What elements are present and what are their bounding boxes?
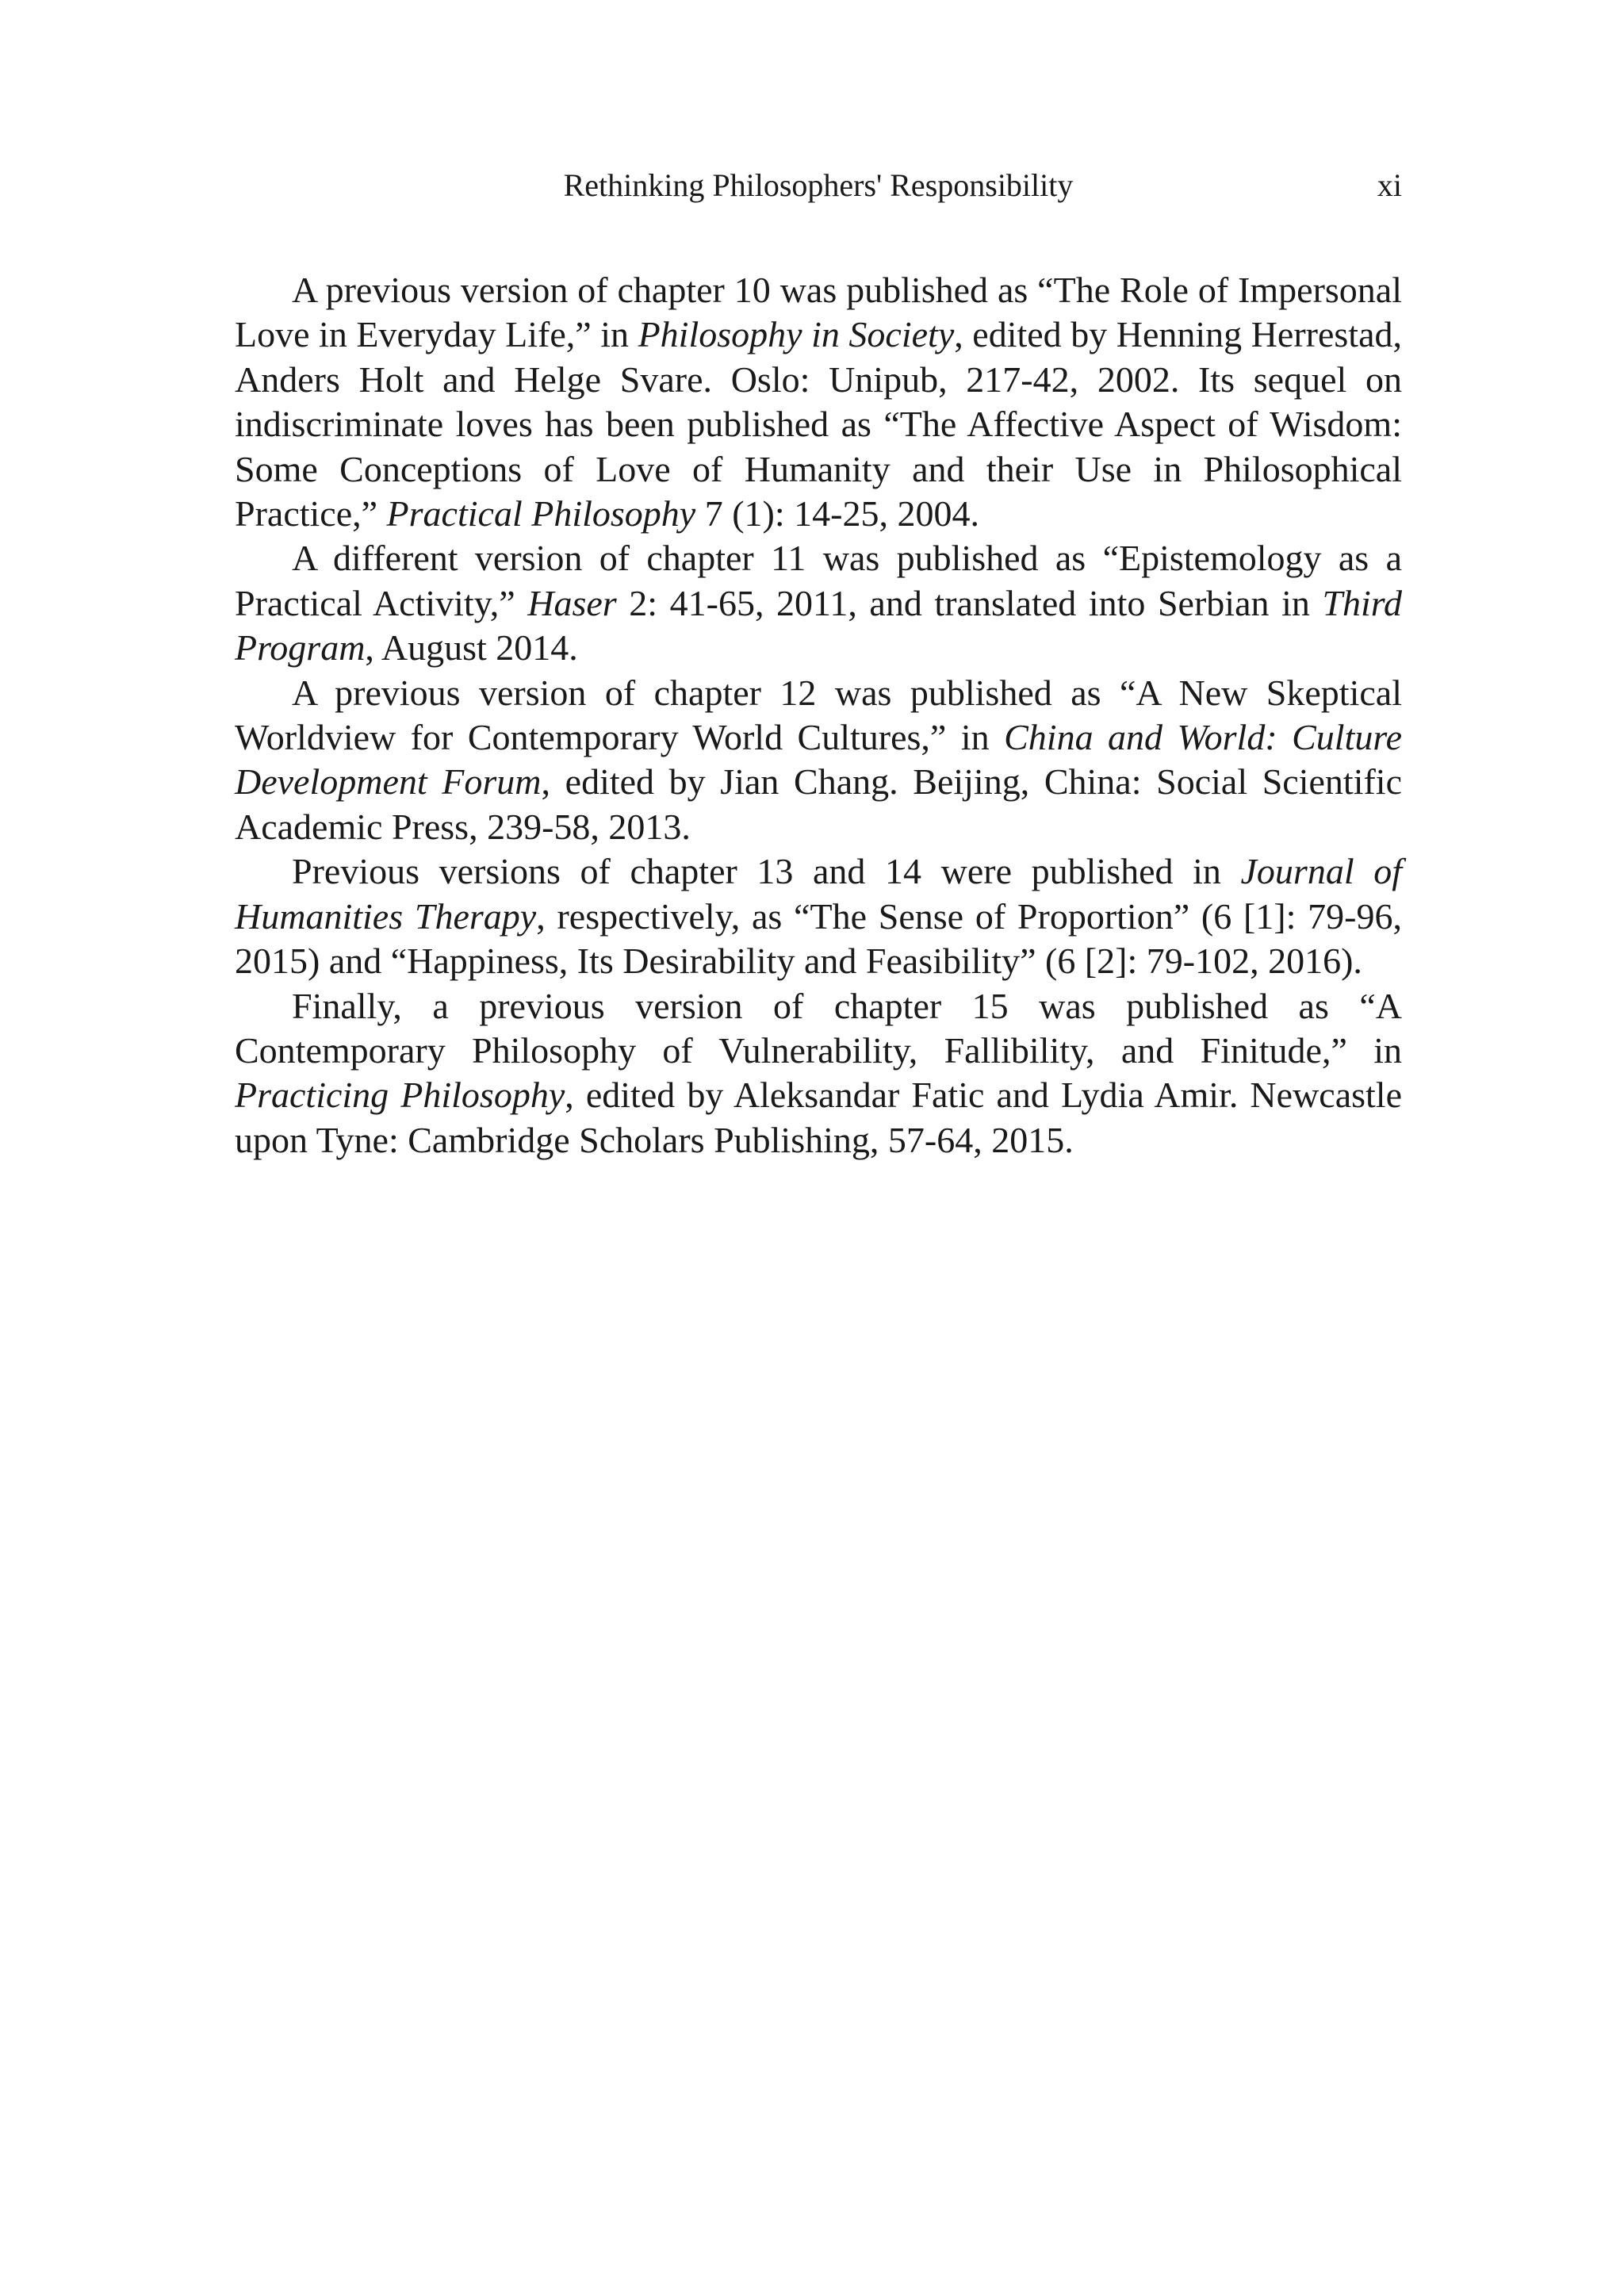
text-span: , edited by Aleksandar Fatic and Lydia Amir. Newcastle upon Tyne: Cambridge Scholars Publishing, 57-64, 2015. (235, 1075, 1403, 1160)
italic-title: Haser (527, 582, 617, 623)
text-span: A different version of chapter 11 was published as “Epistemology as a Practical Activity,” (235, 538, 1402, 623)
paragraph-chapter-10 (235, 268, 1402, 536)
body-text (235, 268, 1402, 1163)
italic-title: Philosophy in Society (638, 314, 955, 355)
running-head (235, 162, 1402, 209)
page-number: xi (1377, 167, 1402, 203)
italic-title: Practicing Philosophy (235, 1075, 565, 1116)
paragraph-chapter-11 (235, 536, 1402, 670)
text-span: Finally, a previous version of chapter 15 was published as “A Contemporary Philosophy of Vulnerability, Fallibility, and Finitude,” in (235, 985, 1402, 1071)
text-span: A previous version of chapter 12 was published as “A New Skeptical Worldview for Contemporary World Cultures,” in (235, 672, 1402, 758)
paragraph-chapter-13-14 (235, 849, 1402, 983)
italic-title: China and World: Culture Development Forum (235, 717, 1402, 803)
running-title: Rethinking Philosophers' Responsibility (563, 167, 1074, 203)
paragraph-chapter-12 (235, 671, 1402, 850)
text-span: , respectively, as “The Sense of Proportion” (6 [1]: 79-96, 2015) and “Happiness, Its Desirability and Feasibility” (6 [2]: 79-102, 2016). (235, 895, 1402, 982)
text-span: , edited by Henning Herrestad, Anders Holt and Helge Svare. Oslo: Unipub, 217-42, 2002. Its sequel on indiscriminate loves has been published as “The Affective Aspect of Wisdom: Some Conceptions of Love of Humanity and their Use in Philosophical Practice,” (235, 314, 1402, 534)
text-span: , August 2014. (365, 627, 578, 669)
italic-title: Journal of Humanities Therapy (235, 851, 1402, 937)
paragraph-chapter-15 (235, 984, 1402, 1163)
text-span: Previous versions of chapter 13 and 14 were published in (292, 851, 1241, 892)
text-span: , edited by Jian Chang. Beijing, China: Social Scientific Academic Press, 239-58, 2013. (235, 761, 1403, 847)
text-span: 7 (1): 14-25, 2004. (695, 493, 979, 534)
italic-title: Practical Philosophy (386, 493, 696, 534)
text-span: A previous version of chapter 10 was published as “The Role of Impersonal Love in Everyday Life,” in (235, 270, 1402, 355)
text-span: 2: 41-65, 2011, and translated into Serbian in (616, 582, 1323, 623)
italic-title: Third Program (235, 582, 1402, 669)
